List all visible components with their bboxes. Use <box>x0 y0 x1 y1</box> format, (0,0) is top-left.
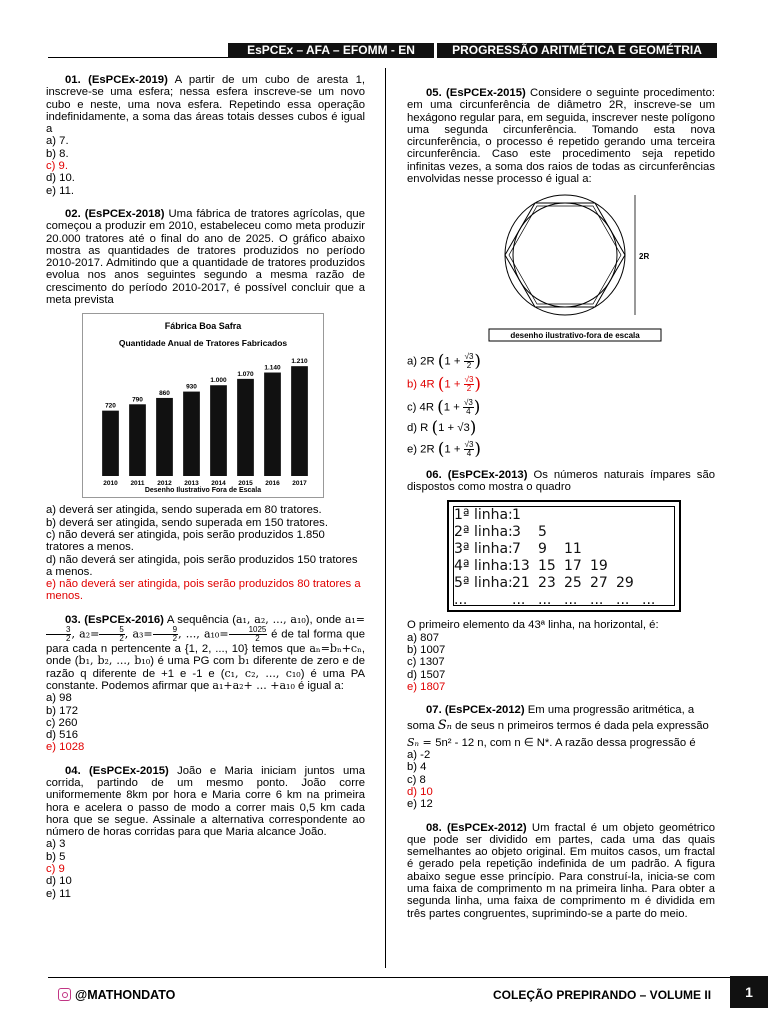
fraction <box>99 626 124 643</box>
q3-rest4: diferente de zero e de razão q diferente de +1 e -1 e ( <box>46 655 366 680</box>
options-list <box>46 838 365 899</box>
option <box>407 418 715 439</box>
option-prefix: c) 4R <box>407 401 434 414</box>
category-label-2015: 2015 <box>238 480 253 488</box>
fraction <box>153 626 178 643</box>
table-row <box>454 558 674 575</box>
numerator: 9 <box>153 626 178 635</box>
question-07-stem <box>407 704 715 716</box>
q7-text: 5n² - 12 n, com n ∈ N*. A razão dessa progressão é <box>435 736 696 749</box>
option: e) 11 <box>46 887 71 900</box>
paren-close: ) <box>474 374 482 395</box>
bar-2010 <box>102 411 119 476</box>
footer-rule <box>48 977 740 978</box>
question-number: 05. <box>426 87 442 99</box>
question-text: João e Maria iniciam juntos uma corrida, partindo de um mesmo ponto. João corre uniformemente 8km por hora e Maria corre 6 km na primeira hora e acelera o passo de modo a correr mais 0,5 km cada hora que se segue. Assinale a alternativa correspondente ao número de horas corridas para que Maria alcance João. <box>46 764 366 839</box>
question-04 <box>46 765 365 900</box>
question-source: (EsPCEx-2012) <box>444 704 525 717</box>
question-number: 06. <box>426 468 442 481</box>
question-source: (EsPCEx-2013) <box>447 468 528 481</box>
odd-numbers-table-inner <box>453 506 675 609</box>
bar-2014 <box>210 386 227 477</box>
option: e) 1807 <box>407 680 446 693</box>
bar-label-2016: 1.140 <box>264 364 281 372</box>
option: b) 172 <box>46 704 79 717</box>
question-source: (EsPCEx-2015) <box>89 764 169 777</box>
bar-2017 <box>291 367 308 477</box>
sqrt-term: √3 <box>457 422 470 435</box>
bar-2012 <box>156 398 173 476</box>
q3-rest6: é igual a: <box>294 679 344 692</box>
table-cell: 19 <box>590 558 608 575</box>
numerator: 5 <box>99 626 124 635</box>
category-label-2010: 2010 <box>103 480 118 488</box>
footer-collection: COLEÇÃO PREPIRANDO – VOLUME II <box>493 988 712 1002</box>
table-cell: 21 <box>512 575 530 592</box>
question-text: Considere o seguinte procedimento: em uma circunferência de diâmetro 2R, inscreve-se um hexágono regular para, em seguida, inscrever neste polígono uma segunda circunferência. Tomando esta nova circunferência, o processo é repetido gerando uma terceira circunferência. Caso este procedimento seja repetido infinitas vezes, a soma dos raios de todas as circunferências envolvidas nesse processo é igual a: <box>407 87 715 186</box>
denominator: 2 <box>66 634 71 644</box>
fraction <box>46 626 71 643</box>
bar-label-2015: 1.070 <box>237 371 254 379</box>
option: b) 4 <box>407 761 427 774</box>
table-row <box>454 592 674 609</box>
table-cell: 23 <box>538 575 556 592</box>
question-05 <box>407 74 715 458</box>
table-row <box>454 541 674 558</box>
q7-line2 <box>407 720 715 732</box>
table-cell: ... <box>642 592 656 609</box>
q3-line2a: ), onde <box>305 613 345 626</box>
q3-pre: A sequência ( <box>163 613 236 626</box>
question-number: 07. <box>426 704 442 717</box>
question-04-stem <box>46 765 365 839</box>
fraction <box>229 626 268 643</box>
numerator: √3 <box>464 375 474 385</box>
question-source: (EsPCEx-2015) <box>446 87 526 99</box>
option-term: 1 + <box>444 355 464 368</box>
denominator: 2 <box>466 384 472 394</box>
paren-close: ) <box>469 418 477 439</box>
fraction <box>464 376 475 393</box>
table-cell: 7 <box>512 541 521 558</box>
header-topic: PROGRESSÃO ARITMÉTICA E GEOMÉTRIA <box>437 43 717 58</box>
table-cell: 11 <box>564 541 582 558</box>
option: c) 9 <box>46 863 65 876</box>
paren-close: ) <box>474 351 482 372</box>
q3-bseq: b₁, b₂, ..., b₁₀ <box>78 654 151 668</box>
bar-label-2010: 720 <box>105 402 116 410</box>
options-list <box>46 692 365 753</box>
outer-circle <box>505 195 625 315</box>
denominator: 2 <box>255 634 260 644</box>
denominator: 2 <box>172 634 178 644</box>
option: e) 11. <box>46 184 75 197</box>
option-prefix: e) 2R <box>407 443 435 456</box>
option: b) deverá ser atingida, sendo superada em 150 tratores. <box>46 516 328 529</box>
options-list <box>407 632 715 693</box>
option: a) deverá ser atingida, sendo superada em 80 tratores. <box>46 504 322 517</box>
table-cell: 13 <box>512 558 530 575</box>
q3-rest1: é de tal forma que para cada n pertencente a {1, 2, ..., 10} temos que <box>46 628 365 656</box>
paren-open: ( <box>437 351 445 372</box>
denominator: 4 <box>466 448 472 458</box>
option: a) 7. <box>46 135 69 148</box>
option: a) 807 <box>407 631 440 644</box>
option: d) 10. <box>46 172 75 185</box>
table-cell: 3 <box>512 524 521 541</box>
table-row <box>454 575 674 592</box>
row-label: 2ª linha: <box>454 524 513 541</box>
q3-a3: , a₃= <box>124 627 153 641</box>
option: c) 260 <box>46 716 78 729</box>
option: e) 12 <box>407 798 433 811</box>
paren-close: ) <box>473 397 481 418</box>
question-number: 04. <box>65 764 81 777</box>
table-cell: 29 <box>616 575 634 592</box>
question-03 <box>46 614 365 754</box>
option: d) 1507 <box>407 668 446 681</box>
q3-relation: aₙ=bₙ+cₙ <box>309 642 362 656</box>
bar-label-2013: 930 <box>186 383 197 391</box>
q3-a10: , ..., a₁₀= <box>178 627 229 641</box>
question-number: 02. <box>65 207 81 220</box>
category-label-2017: 2017 <box>292 480 307 488</box>
option: d) não deverá ser atingida, pois serão produzidos 150 tratores a menos. <box>46 553 358 578</box>
numerator: √3 <box>464 352 474 362</box>
row-label: ... <box>454 592 468 609</box>
tractor-bar-chart <box>82 313 324 498</box>
left-column <box>46 74 365 911</box>
q3-a1: a₁= <box>344 612 365 626</box>
option <box>407 399 715 416</box>
row-label: 4ª linha: <box>454 558 513 575</box>
question-01-stem <box>46 74 365 135</box>
category-label-2016: 2016 <box>265 480 280 488</box>
option <box>407 376 715 393</box>
row-label: 5ª linha: <box>454 575 513 592</box>
figure-caption: desenho ilustrativo-fora de escala <box>510 331 640 341</box>
row-label: 3ª linha: <box>454 541 513 558</box>
table-row <box>454 524 674 541</box>
option: a) -2 <box>407 749 431 762</box>
table-cell: 17 <box>564 558 582 575</box>
diameter-label: 2R <box>639 252 650 262</box>
question-06-stem <box>407 469 715 494</box>
options-list <box>46 135 365 196</box>
paren-open: ( <box>437 374 445 395</box>
hexagon-circles-figure <box>485 193 665 343</box>
fraction <box>464 441 475 458</box>
paren-open: ( <box>437 439 445 460</box>
numerator: 3 <box>46 626 71 635</box>
option: d) 10 <box>407 785 433 798</box>
q7-line3 <box>407 737 715 749</box>
options-list <box>46 504 365 602</box>
table-cell: 9 <box>538 541 547 558</box>
option: e) não deverá ser atingida, pois serão produzidos 80 tratores a menos. <box>46 578 361 603</box>
table-cell: 1 <box>512 507 521 524</box>
question-source: (EsPCEx-2012) <box>446 821 527 834</box>
category-label-2014: 2014 <box>211 480 226 488</box>
table-cell: ... <box>512 592 526 609</box>
question-text: Um fractal é um objeto geométrico que pode ser dividido em partes, cada uma das quais semelhantes ao objeto original. Em muitos casos, um fractal é gerado pela repetição indefinida de um padrão. A figura abaixo segue esse princípio. Para construí-la, inicia-se com uma faixa de comprimento m na primeira linha. Para obter a segunda linha, uma faixa de comprimento m é dividida em três partes congruentes, suprimindo-se a parte do meio. <box>407 821 716 920</box>
q7-sn: Sₙ <box>437 718 452 734</box>
question-07 <box>407 704 715 810</box>
question-02 <box>46 208 365 603</box>
bar-2016 <box>264 373 281 476</box>
bar-2011 <box>129 405 146 477</box>
page-number: 1 <box>730 976 768 1008</box>
question-source: (EsPCEx-2019) <box>88 74 168 86</box>
option-prefix: d) R <box>407 422 429 435</box>
option-term: 1 + <box>444 378 464 391</box>
option-term: 1 + <box>443 401 463 414</box>
question-08 <box>407 822 715 920</box>
q3-a2: , a₂= <box>71 627 100 641</box>
denominator: 2 <box>119 634 124 644</box>
question-source: (EsPCEx-2016) <box>84 613 164 626</box>
denominator: 2 <box>466 361 472 371</box>
paren-open: ( <box>431 418 439 439</box>
q3-rest2: , onde ( <box>46 643 365 668</box>
option: c) 8 <box>407 773 426 786</box>
question-number: 08. <box>426 821 442 834</box>
q3-seq-formula: a₁, a₂, ..., a₁₀ <box>235 612 306 626</box>
table-row <box>454 507 674 524</box>
question-source: (EsPCEx-2018) <box>84 207 165 220</box>
option-prefix: a) 2R <box>407 355 435 368</box>
denominator: 4 <box>466 407 471 417</box>
question-08-stem <box>407 822 715 920</box>
option: c) não deverá ser atingida, pois serão produzidos 1.850 tratores a menos. <box>46 528 325 554</box>
bar-2015 <box>237 379 254 476</box>
table-cell: 5 <box>538 524 547 541</box>
table-cell: ... <box>564 592 578 609</box>
table-cell: 27 <box>590 575 608 592</box>
chart-subtitle: Quantidade Anual de Tratores Fabricados <box>118 338 288 349</box>
options-list <box>407 351 715 460</box>
chart-title: Fábrica Boa Safra <box>164 321 242 332</box>
q3-sum: a₁+a₂+ ... +a₁₀ <box>212 678 295 692</box>
option: b) 8. <box>46 147 69 160</box>
right-column <box>407 74 715 931</box>
q3-rest5: ) é uma PA constante. Podemos afirmar que <box>46 667 366 692</box>
handle-text: @MATHONDATO <box>75 988 176 1002</box>
option-prefix: b) 4R <box>407 378 435 391</box>
category-label-2011: 2011 <box>130 480 145 488</box>
header-exams: EsPCEx – AFA – EFOMM - EN <box>228 43 434 58</box>
option <box>407 441 715 458</box>
question-text: Os números naturais ímpares são dispostos como mostra o quadro <box>407 468 716 494</box>
row-label: 1ª linha: <box>454 507 513 524</box>
numerator: √3 <box>464 439 474 449</box>
option: d) 516 <box>46 729 79 742</box>
chart-caption: Desenho Ilustrativo Fora de Escala <box>144 487 262 495</box>
column-divider <box>385 68 386 968</box>
option: b) 1007 <box>407 644 446 656</box>
table-cell: ... <box>616 592 630 609</box>
option: c) 9. <box>46 160 68 173</box>
table-cell: ... <box>538 592 552 609</box>
odd-numbers-table <box>447 500 681 612</box>
footer-handle <box>58 988 175 1002</box>
q7-formula: Sₙ = <box>407 735 436 749</box>
bar-label-2011: 790 <box>132 396 143 404</box>
inner-circle <box>513 203 617 307</box>
option: c) 1307 <box>407 656 445 669</box>
q3-cseq: c₁, c₂, ..., c₁₀ <box>224 666 301 680</box>
q3-b1: b₁ <box>238 654 250 668</box>
paren-close: ) <box>474 439 482 460</box>
question-05-stem <box>407 74 715 185</box>
q3-rest3: ) é uma PG com <box>150 655 239 668</box>
numerator: 1025 <box>229 626 268 635</box>
chart-svg <box>83 314 323 497</box>
bar-label-2014: 1.000 <box>210 377 227 385</box>
question-text: A partir de um cubo de aresta 1, inscreve-se uma esfera; nessa esfera inscreve-se um novo cubo e neste, uma nova esfera. Repetindo essa operação indefinidamente, a soma das áreas totais desses cubos é igual a <box>46 74 365 136</box>
question-03-stem <box>46 614 365 692</box>
option: e) 1028 <box>46 741 85 754</box>
question-number: 01. <box>65 74 81 86</box>
paren-open: ( <box>437 397 444 418</box>
question-text: Uma fábrica de tratores agrícolas, que começou a produzir em 2010, estabeleceu como meta produzir 20.000 tratores até o final do ano de 2025. O gráfico abaixo mostra as quantidades de tratores produzidos no período 2010-2017. Admitindo que a quantidade de tratores produzidos evolua nos anos seguintes segundo a mesma razão de crescimento do período 2010-2017, é possível concluir que a meta prevista <box>46 207 366 307</box>
category-label-2013: 2013 <box>184 480 199 488</box>
question-01 <box>46 74 365 197</box>
bar-label-2012: 860 <box>159 390 170 398</box>
table-cell: 15 <box>538 558 556 575</box>
fraction <box>464 353 475 370</box>
option: a) 3 <box>46 838 66 851</box>
numerator: √3 <box>463 398 473 408</box>
options-list <box>407 749 715 810</box>
question-number: 03. <box>65 613 81 626</box>
option: b) 5 <box>46 850 66 863</box>
question-text: Em uma progressão aritmética, a <box>524 704 695 717</box>
bar-2013 <box>183 392 200 476</box>
option-term: 1 + <box>438 422 458 435</box>
option: a) 98 <box>46 692 72 705</box>
hexagon <box>505 203 625 307</box>
category-label-2012: 2012 <box>157 480 172 488</box>
option-term: 1 + <box>444 443 464 456</box>
header-rule <box>48 57 228 58</box>
bar-label-2017: 1.210 <box>291 358 308 366</box>
q7-text: de seus n primeiros termos é dada pela expressão <box>451 720 709 733</box>
option <box>407 353 715 370</box>
q6-after-text: O primeiro elemento da 43ª linha, na horizontal, é: <box>407 619 659 632</box>
question-02-stem <box>46 208 365 306</box>
option: d) 10 <box>46 875 72 888</box>
table-cell: 25 <box>564 575 582 592</box>
q7-text: soma <box>407 720 438 733</box>
hexagon-svg <box>485 193 665 343</box>
instagram-icon <box>58 988 71 1001</box>
question-06 <box>407 469 715 693</box>
table-cell: ... <box>590 592 604 609</box>
fraction <box>463 399 474 416</box>
